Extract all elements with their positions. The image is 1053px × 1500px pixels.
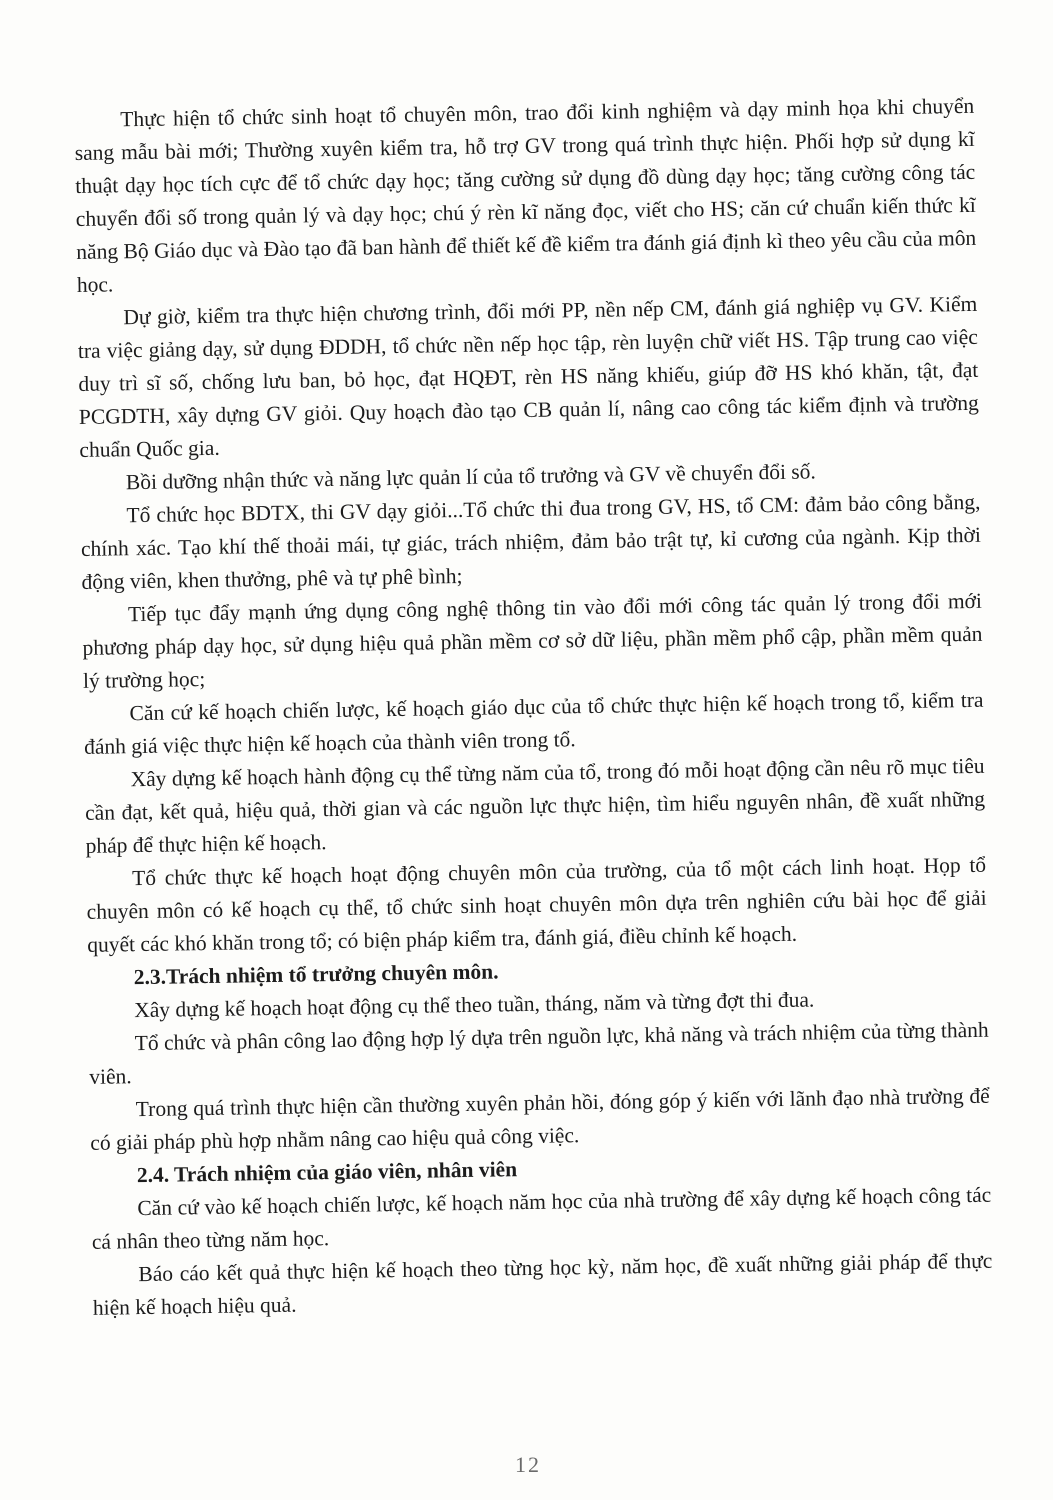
paragraph: Căn cứ vào kế hoạch chiến lược, kế hoạch năm học của nhà trường để xây dựng kế hoạch công tác cá nhân theo từng năm học. <box>91 1182 992 1254</box>
paragraph: Bồi dưỡng nhận thức và năng lực quản lí của tổ trưởng và GV về chuyển đổi số. <box>125 459 816 495</box>
paragraph: Tổ chức thực kế hoạch hoạt động chuyên môn của trường, của tổ một cách linh hoạt. Họp tổ chuyên môn có kế hoạch cụ thể, tổ chức sinh hoạt chuyên môn dựa trên nghiên cứu bài học để giải quyết các khó khăn trong tổ; có biện pháp kiểm tra, đánh giá, điều chỉnh kế hoạch. <box>86 852 987 957</box>
paragraph: Trong quá trình thực hiện cần thường xuyên phản hồi, đóng góp ý kiến với lãnh đạo nhà trường để có giải pháp phù hợp nhằm nâng cao hiệu quả công việc. <box>90 1083 990 1155</box>
paragraph: Căn cứ kế hoạch chiến lược, kế hoạch giáo dục của tổ chức thực hiện kế hoạch trong tổ, kiểm tra đánh giá việc thực hiện kế hoạch của thành viên trong tổ. <box>83 687 984 759</box>
paragraph: Thực hiện tổ chức sinh hoạt tổ chuyên môn, trao đổi kinh nghiệm và dạy minh họa khi chuyển sang mẫu bài mới; Thường xuyên kiểm tra, hỗ trợ GV trong quá trình thực hiện. Phối hợp sử dụng kĩ thuật dạy học tích cực để tổ chức dạy học; tăng cường sử dụng đồ dùng dạy học; tăng cường công tác chuyển đổi số trong quản lý và dạy học; chú ý rèn kĩ năng đọc, viết cho HS; căn cứ chuẩn kiến thức kĩ năng Bộ Giáo dục và Đào tạo đã ban hành để thiết kế đề kiểm tra đánh giá định kì theo yêu cầu của môn học. <box>74 93 977 297</box>
paragraph: Dự giờ, kiểm tra thực hiện chương trình, đổi mới PP, nền nếp CM, đánh giá nghiệp vụ GV. Kiểm tra việc giảng dạy, sử dụng ĐDDH, tổ chức nền nếp học tập, rèn luyện chữ viết HS. Tập trung cao việc duy trì sĩ số, chống lưu ban, bỏ học, đạt HQĐT, rèn HS năng khiếu, giúp đỡ HS khó khăn, tật, đạt PCGDTH, xây dựng GV giỏi. Quy hoạch đào tạo CB quản lí, nâng cao công tác kiểm định và trường chuẩn Quốc gia. <box>77 291 979 462</box>
document-body <box>74 90 993 1325</box>
section-heading-2-3: 2.3.Trách nhiệm tổ trưởng chuyên môn. <box>133 959 499 990</box>
page-number: 12 <box>515 1452 541 1477</box>
paragraph: Xây dựng kế hoạch hành động cụ thể từng năm của tổ, trong đó mỗi hoạt động cần nêu rõ mục tiêu cần đạt, kết quả, hiệu quả, thời gian và các nguồn lực thực hiện, tìm hiểu nguyên nhân, đề xuất những pháp để thực hiện kế hoạch. <box>84 753 986 858</box>
paragraph: Tổ chức học BDTX, thi GV dạy giỏi...Tổ chức thi đua trong GV, HS, tổ CM: đảm bảo công bằng, chính xác. Tạo khí thế thoải mái, tự giác, trách nhiệm, đảm bảo trật tự, kỉ cương của ngành. Kịp thời động viên, khen thưởng, phê và tự phê bình; <box>80 489 982 594</box>
paragraph: Tiếp tục đẩy mạnh ứng dụng công nghệ thông tin vào đổi mới công tác quản lý trong đổi mới phương pháp dạy học, sử dụng hiệu quả phần mềm cơ sở dữ liệu, phần mềm phổ cập, phần mềm quản lý trường học; <box>82 588 983 693</box>
paragraph: Báo cáo kết quả thực hiện kế hoạch theo từng học kỳ, năm học, đề xuất những giải pháp để thực hiện kế hoạch hiệu quả. <box>92 1248 993 1320</box>
paragraph: Tổ chức và phân công lao động hợp lý dựa trên nguồn lực, khả năng và trách nhiệm của từng thành viên. <box>89 1017 989 1089</box>
paragraph: Xây dựng kế hoạch hoạt động cụ thể theo tuần, tháng, năm và từng đợt thi đua. <box>134 987 815 1023</box>
section-heading-2-4: 2.4. Trách nhiệm của giáo viên, nhân viên <box>136 1157 518 1188</box>
